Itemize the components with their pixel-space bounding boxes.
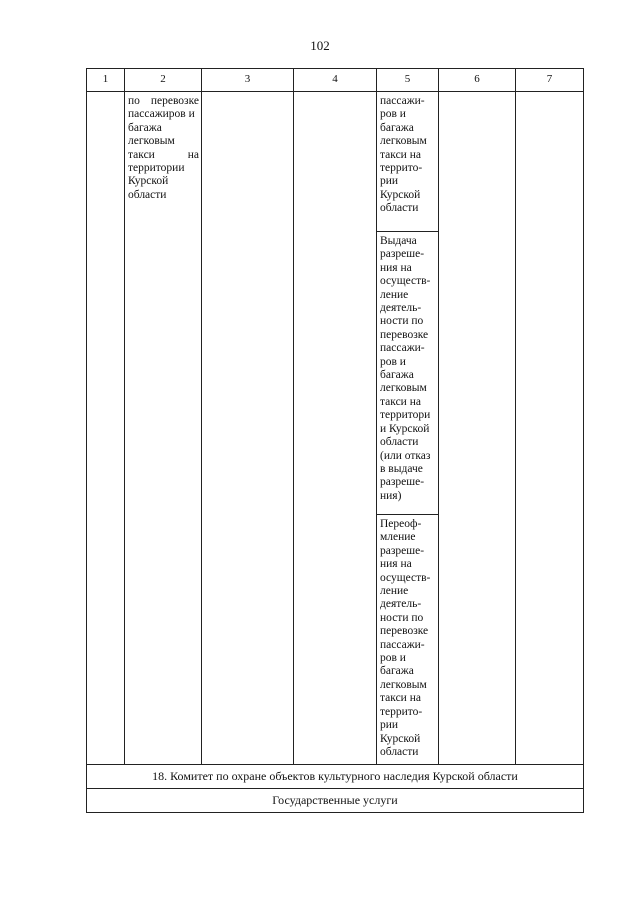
col5-line: террито- <box>380 162 423 175</box>
subsection-title: Государственные услуги <box>87 789 584 813</box>
col5-line: рии <box>380 719 399 732</box>
section-title: 18. Комитет по охране объектов культурного наследия Курской области <box>87 765 584 789</box>
col5-line: осуществ- <box>380 275 431 288</box>
col2-line: пассажиров и <box>128 108 195 121</box>
section-row <box>87 765 584 789</box>
col5-line: разреше- <box>380 544 425 557</box>
col5-block-2 <box>377 232 438 515</box>
col5-line: ров и <box>380 108 406 121</box>
col2-line: территории <box>128 162 185 175</box>
col2-line: такси на <box>128 148 199 161</box>
col5-line: легковым <box>380 382 427 395</box>
table-header-row <box>87 69 584 92</box>
cell-col-3 <box>202 92 294 765</box>
col2-line: Курской <box>128 175 169 188</box>
col5-line: ния) <box>380 489 402 502</box>
col5-line: багажа <box>380 369 414 382</box>
col5-line: террито- <box>380 705 423 718</box>
subsection-row <box>87 789 584 813</box>
header-cell-7: 7 <box>516 69 584 92</box>
col5-line: такси на <box>380 692 421 705</box>
service-name-text <box>125 92 201 202</box>
header-cell-6: 6 <box>439 69 516 92</box>
cell-col-5 <box>377 92 439 765</box>
col5-line: легковым <box>380 678 427 691</box>
col5-line: ности по <box>380 611 424 624</box>
col5-block-3 <box>377 515 438 759</box>
col5-line: области <box>380 436 419 449</box>
header-cell-3: 3 <box>202 69 294 92</box>
col5-line: разреше- <box>380 476 425 489</box>
col5-line: деятель- <box>380 302 422 315</box>
page-number: 102 <box>310 38 330 53</box>
col5-line: легковым <box>380 135 427 148</box>
col5-line: области <box>380 202 419 215</box>
col5-block-1 <box>377 92 438 232</box>
col5-line: (или отказ <box>380 449 431 462</box>
col5-line: ния на <box>380 558 412 571</box>
col5-line: и Курской <box>380 422 430 435</box>
header-cell-5: 5 <box>377 69 439 92</box>
cell-col-6 <box>439 92 516 765</box>
col5-line: рии <box>380 175 399 188</box>
col5-line: ление <box>380 585 409 598</box>
col5-line: багажа <box>380 121 414 134</box>
col5-line: перевозке <box>380 625 429 638</box>
col2-line: легковым <box>128 135 175 148</box>
col5-line: багажа <box>380 665 414 678</box>
col5-line: ров и <box>380 652 406 665</box>
col5-line: пассажи- <box>380 342 425 355</box>
col5-line: в выдаче <box>380 462 423 475</box>
col5-line: ление <box>380 288 409 301</box>
cell-col-4 <box>294 92 377 765</box>
cell-col-7 <box>516 92 584 765</box>
col2-line: багажа <box>128 121 162 134</box>
col5-line: такси на <box>380 395 421 408</box>
table-body-row <box>87 92 584 765</box>
col5-line: пассажи- <box>380 95 425 107</box>
col5-line: территори <box>380 409 431 422</box>
col5-line: Курской <box>380 732 421 745</box>
col5-line: ности по <box>380 315 424 328</box>
header-cell-2: 2 <box>125 69 202 92</box>
document-table <box>86 68 584 813</box>
col5-line: ния на <box>380 261 412 274</box>
header-cell-1: 1 <box>87 69 125 92</box>
col5-line: деятель- <box>380 598 422 611</box>
col5-line: разреше- <box>380 248 425 261</box>
col5-line: такси на <box>380 148 421 161</box>
col5-line: осуществ- <box>380 571 431 584</box>
col5-line: Курской <box>380 188 421 201</box>
col5-line: Выдача <box>380 235 417 247</box>
col5-line: ров и <box>380 355 406 368</box>
col5-line: перевозке <box>380 328 429 341</box>
col5-line: Переоф- <box>380 518 422 530</box>
col2-line: области <box>128 188 167 201</box>
cell-col-1 <box>87 92 125 765</box>
col5-line: мление <box>380 531 416 544</box>
col5-line: пассажи- <box>380 638 425 651</box>
col5-line: области <box>380 745 419 758</box>
cell-col-2 <box>125 92 202 765</box>
col2-line: по перевозке <box>128 95 199 107</box>
header-cell-4: 4 <box>294 69 377 92</box>
